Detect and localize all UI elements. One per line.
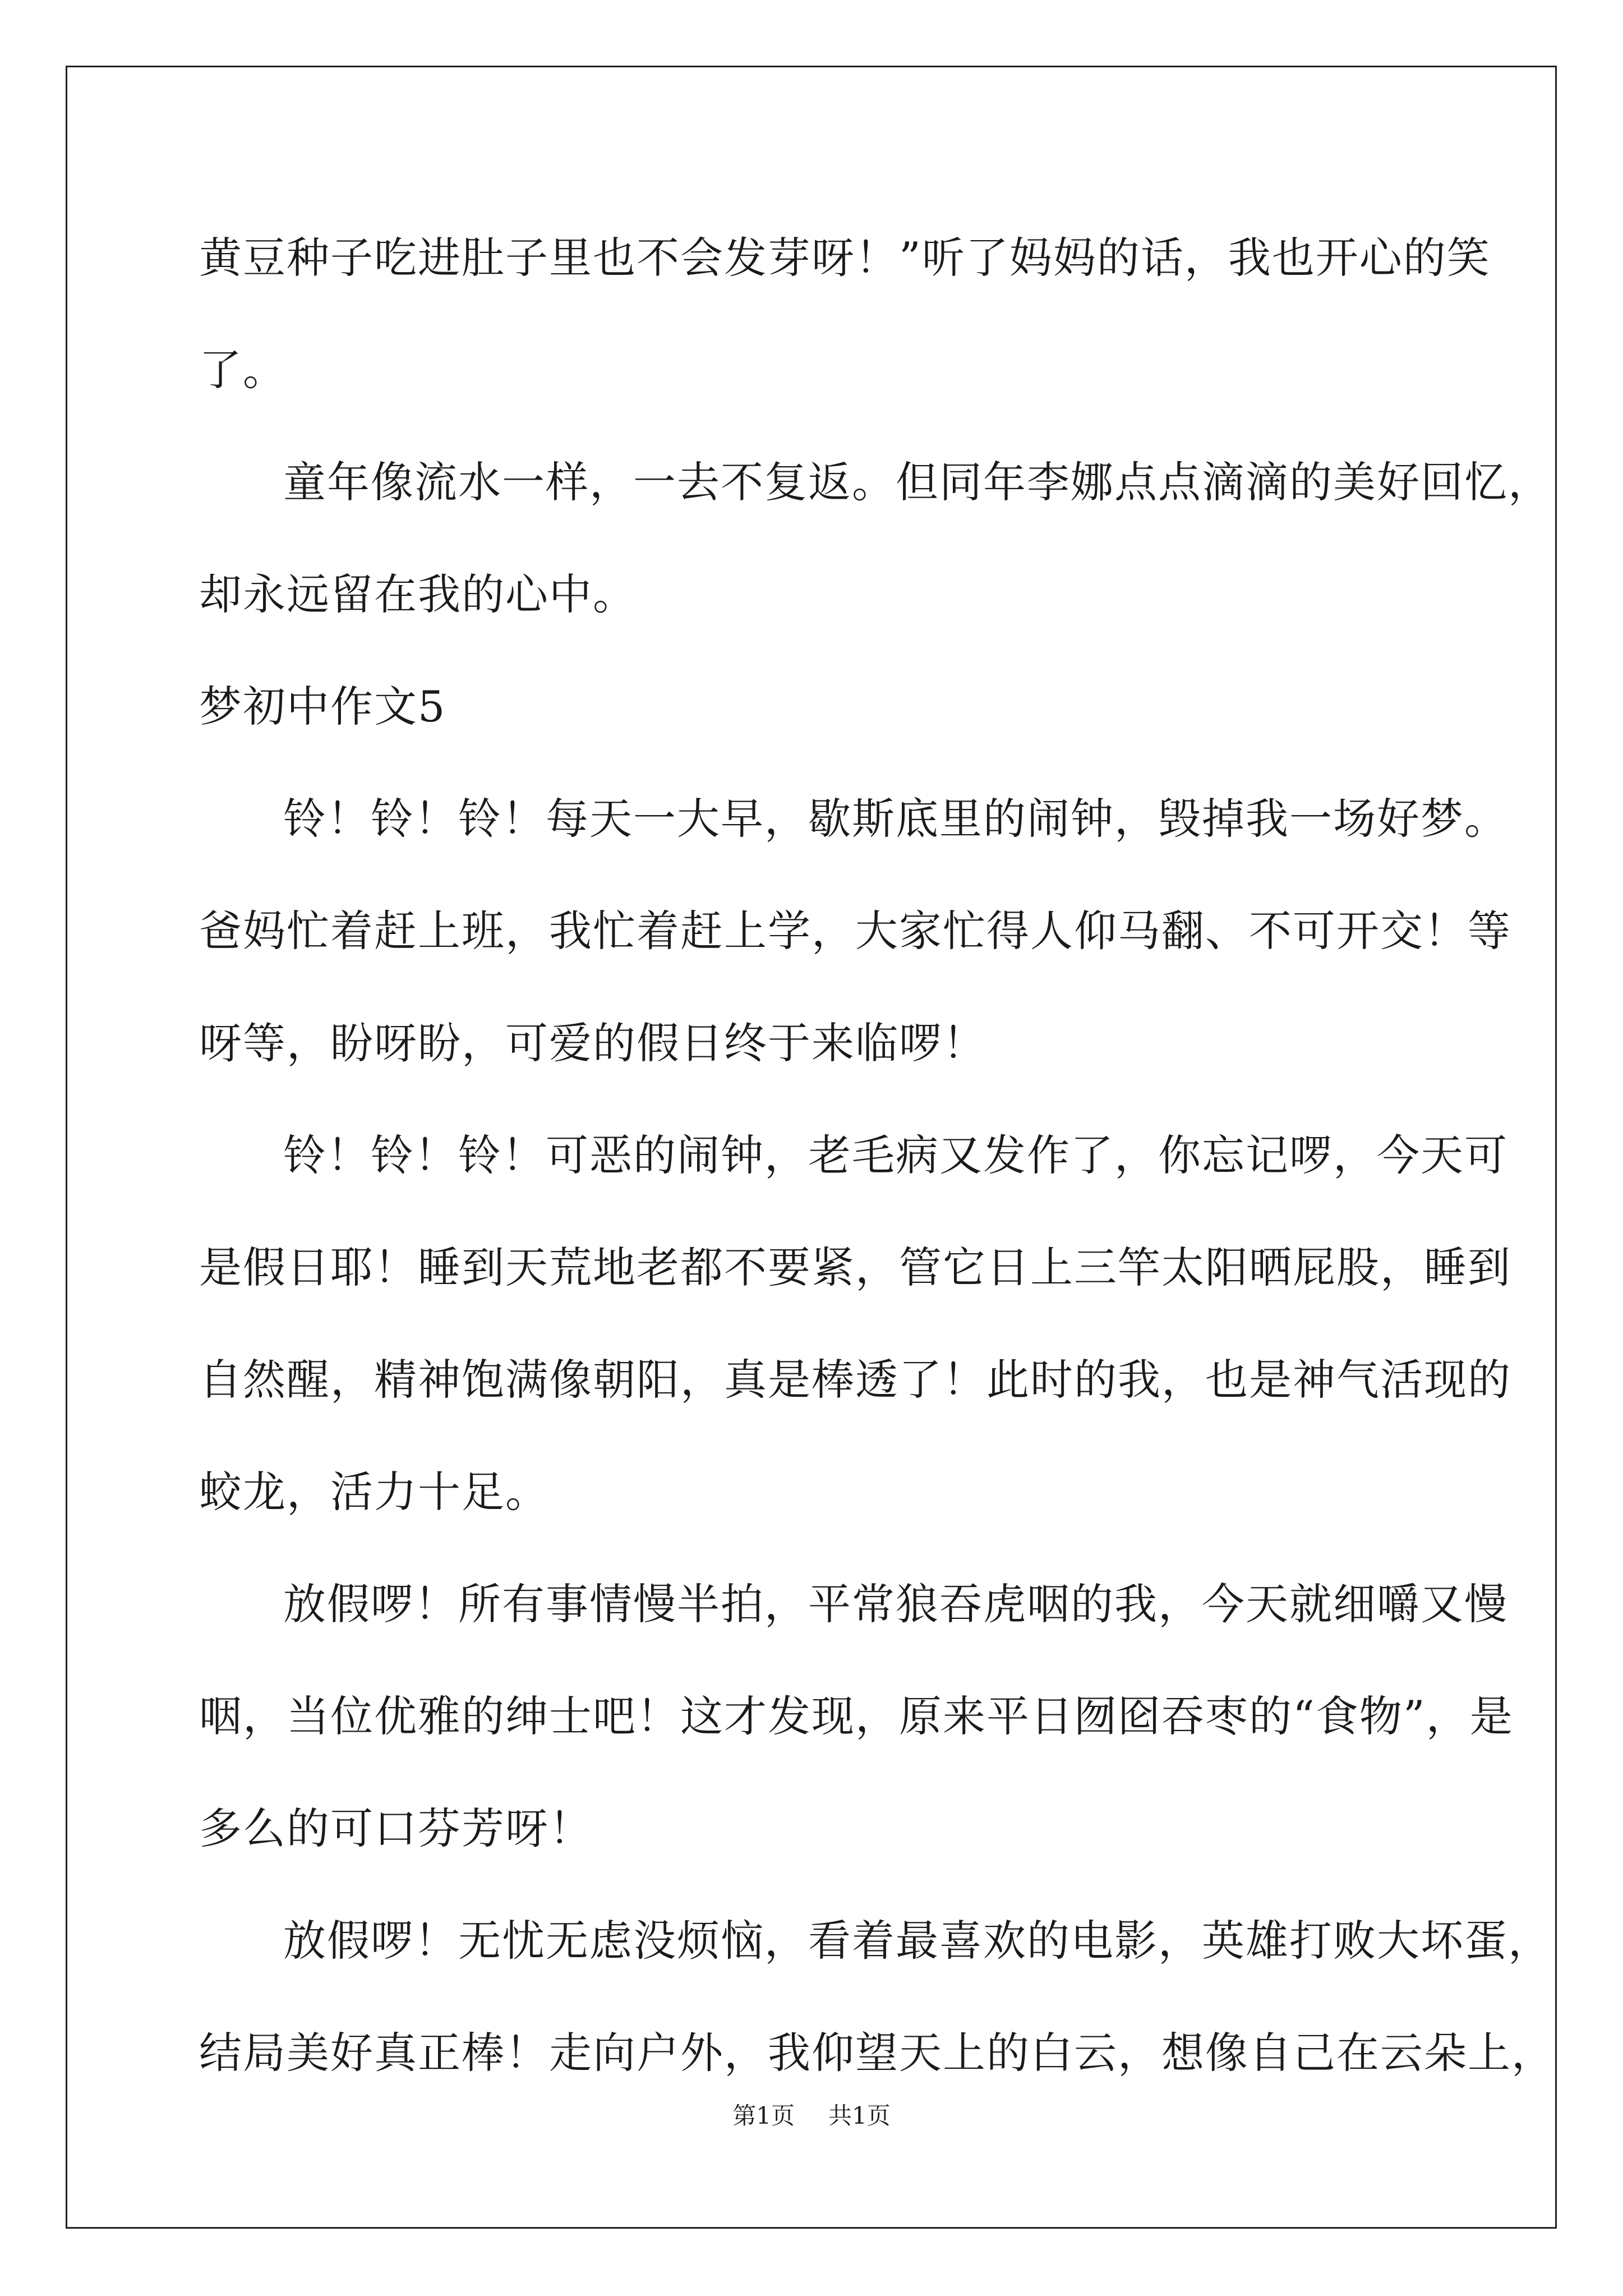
text-line: 结局美好真正棒！走向户外，我仰望天上的白云，想像自己在云朵上， xyxy=(199,2028,1555,2078)
page-footer xyxy=(0,2099,1623,2133)
paragraph-start: 放假啰！所有事情慢半拍，平常狼吞虎咽的我，今天就细嚼又慢 xyxy=(283,1579,1508,1629)
text-line: 爸妈忙着赶上班，我忙着赶上学，大家忙得人仰马翻、不可开交！等 xyxy=(199,906,1511,956)
paragraph-start: 童年像流水一样，一去不复返。但同年李娜点点滴滴的美好回忆， xyxy=(283,457,1552,507)
paragraph-start: 铃！铃！铃！每天一大早，歇斯底里的闹钟，毁掉我一场好梦。 xyxy=(283,794,1508,844)
text-line: 了。 xyxy=(199,345,287,395)
text-line: 呀等，盼呀盼，可爱的假日终于来临啰！ xyxy=(199,1018,986,1068)
text-line: 是假日耶！睡到天荒地老都不要紧，管它日上三竿太阳晒屁股，睡到 xyxy=(199,1243,1511,1292)
document-body xyxy=(199,202,1555,2109)
page-number: 第1页 xyxy=(732,2102,795,2129)
text-line: 咽，当位优雅的绅士吧！这才发现，原来平日囫囵吞枣的“食物”，是 xyxy=(199,1691,1514,1741)
text-line: 黄豆种子吃进肚子里也不会发芽呀！”听了妈妈的话，我也开心的笑 xyxy=(199,233,1491,283)
text-line: 却永远留在我的心中。 xyxy=(199,569,637,619)
paragraph-start: 放假啰！无忧无虑没烦恼，看着最喜欢的电影，英雄打败大坏蛋， xyxy=(283,1916,1552,1966)
section-heading: 梦初中作文5 xyxy=(199,682,446,731)
paragraph-start: 铃！铃！铃！可恶的闹钟，老毛病又发作了，你忘记啰，今天可 xyxy=(283,1130,1508,1180)
text-line: 自然醒，精神饱满像朝阳，真是棒透了！此时的我，也是神气活现的 xyxy=(199,1355,1511,1405)
text-line: 蛟龙，活力十足。 xyxy=(199,1467,549,1517)
text-line: 多么的可口芬芳呀！ xyxy=(199,1803,593,1853)
page-total: 共1页 xyxy=(828,2102,891,2129)
